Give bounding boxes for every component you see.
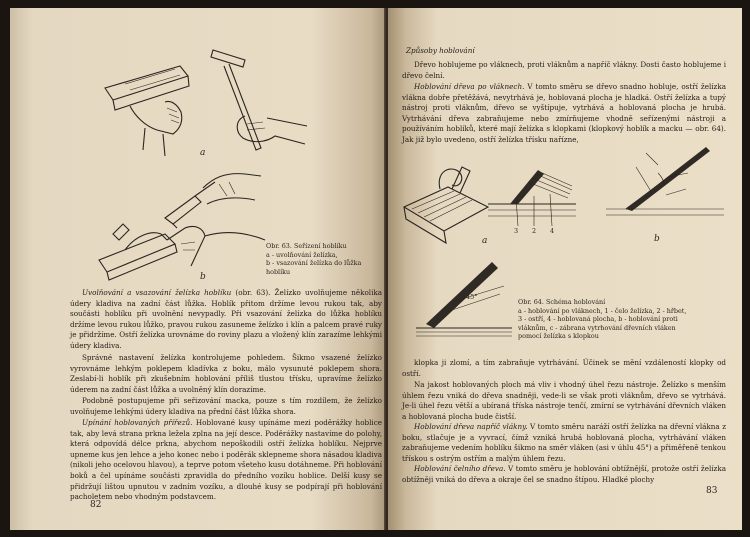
paragraph-heading: Upínání hoblovaných přířezů. <box>82 418 193 427</box>
paragraph-text: Podobně postupujeme při seřizování macka, pouze s tím rozdílem, že želízko uvolňujeme lehkými údery kladiva na přední část lůžka shora. <box>70 396 382 416</box>
caption-line-b: b - vsazování želízka do lůžka hoblíku <box>266 259 362 276</box>
fig64-num-3: 3 <box>514 227 519 235</box>
page-number-left: 82 <box>90 500 102 510</box>
paragraph-text: V tomto směru naráží ostří želízka na dřevní vlákna z boku, stlačuje je a vyvrací, čímž vzniká hrubá hoblovaná plocha, vytrhávání vláken zabraňujeme vedením hoblíku šikmo na směr vláken (asi v úhlu 45°) a přiměřeně tenkou třískou s ostrým ostřím a malým úhlem řezu. <box>402 422 726 463</box>
paragraph-uhel-rezu <box>402 380 726 422</box>
paragraph-heading: Hoblování dřeva po vláknech. <box>414 82 525 91</box>
caption-line-b: 3 - ostří, 4 - hoblovaná plocha, b - hoblování proti <box>518 315 678 324</box>
figure-63-caption <box>266 242 386 276</box>
caption-title: Obr. 64. Schéma hoblování <box>518 298 606 306</box>
figure-64a-schematic <box>488 168 578 228</box>
paragraph-heading: Hoblování čelního dřeva. <box>414 464 506 473</box>
fig64-num-4: 4 <box>550 227 555 235</box>
fig64-num-2: 2 <box>532 227 537 235</box>
caption-title: Obr. 63. Seřízení hoblíku <box>266 242 347 250</box>
caption-line-a: a - hoblování po vláknech, 1 - čelo želízka, 2 - hřbet, <box>518 306 687 315</box>
figure-64b-label: b <box>654 234 660 244</box>
paragraph-text: klopka ji zlomí, a tím zabraňuje vytrhávání. Účinek se mění vzdáleností klopky od ostří. <box>402 358 726 378</box>
figure-63a-illustration <box>85 38 315 158</box>
paragraph-nastaveni <box>70 353 382 395</box>
figure-63b-illustration <box>95 170 295 280</box>
paragraph-text: Na jakost hoblovaných ploch má vliv i vhodný úhel řezu nástroje. Želízko s menším úhlem řezu vniká do dřeva snadněji, vede-li se však proti vláknům, dřevo se vytrhává. Je-li úhel řezu větší a ubíraná tříska nástroje tenčí, zmírní se vytrhávání dřevních vláken a hoblovaná plocha bude čistší. <box>402 380 726 421</box>
paragraph-naprics-vlakny <box>402 422 726 464</box>
paragraph-text: (obr. 63). Želízko uvolňujeme několika údery kladiva na zadní část lůžka. Hoblík přitom držíme levou rukou tak, aby součásti hoblíku při uvolnění nevypadly. Při vsazování želízka do lůžka hoblíku držíme levou rukou lůžko, pravou rukou zasuneme želízko i klín a palcem pravé ruky je přidržíme. Ostří želízka urovnáme do roviny plazu a vložený klín zarazíme lehkými údery kladiva. <box>70 288 383 350</box>
paragraph-zpusoby <box>402 60 726 81</box>
figure-64a-wood-illustration <box>400 163 490 243</box>
paragraph-heading: Uvolňování a vsazování želízka hoblíku <box>82 288 232 297</box>
right-page <box>388 8 742 530</box>
paragraph-celni-drevo <box>402 464 726 485</box>
fig64-angle-label: 45° <box>466 293 478 301</box>
figure-64b-illustration <box>606 143 726 233</box>
paragraph-text: Hoblované kusy upínáme mezi poděrážky hoblice tak, aby levá strana prkna ležela zplna na její desce. Poděrážky nastavíme do polohy, která odpovídá délce prkna, abychom nepoškodili ostří želízka hoblíku. Nejprve upneme kus jen lehce a jeho konec nebo i poděrák sklepneme shora násadou kladiva (nikoli jeho ocelovou hlavou), a teprve potom všeteho kusu dotáhneme. Při hoblování boků a čel upínáme součásti zpravidla do předního vozíku hoblice. Delší kusy se přidržují lištou upnutou v zadním vozíku, a dlouhé kusy se podpírají při hoblování pacholetem nebo vhodným podstavcem. <box>70 418 382 502</box>
paragraph-po-vlaknech <box>402 82 726 146</box>
paragraph-macek <box>70 396 382 417</box>
figure-64a-label: a <box>482 236 488 246</box>
figure-63a-label: a <box>200 148 206 158</box>
paragraph-text: V tomto směru se dřevo snadno hobluje, ostří želízka vlákna dobře přetěžává, nevytrhává je, hoblovaná plocha je hladká. Ostří želízka a tupý nástroj proti vláknům, dřevo se vyštípuje, vytrhává a hoblovaná plocha je hrubá. Vytrhávání dřeva zabraňujeme nebo zmírňujeme vhodně seřízenými nástroji a používáním hoblíků, které mají želízka s klopkami (klopkový hoblík a macku — obr. 64). Jak již bylo uvedeno, ostří želízka třísku nařízne, <box>402 82 726 144</box>
paragraph-klopka <box>402 358 726 379</box>
paragraph-text: V tomto směru je hoblování obtížnější, protože ostří želízka obtížněji vniká do dřeva a okraje čel se snadno štípou. Hladké plochy <box>402 464 726 484</box>
paragraph-uvolnovani <box>70 288 382 352</box>
caption-line-c: vláknům, c - zábrana vytrhování dřevních vláken <box>518 323 676 332</box>
paragraph-text: Správné nastavení želízka kontrolujeme pohledem. Šikmo vsazené želízko vyrovnáme lehkým poklepem kladívka z boku, málo vysunuté poklepem shora. Zeslabí-li hoblík při zkušebním hoblování příliš tlustou třísku, upravíme želízko úderem na zadní část lůžka a uvolněný klín dorazíme. <box>70 353 382 394</box>
paragraph-heading: Hoblování dřeva napříč vlákny. <box>414 422 528 431</box>
caption-line-a: a - uvolňování želízka, <box>266 250 338 259</box>
page-number-right: 83 <box>706 486 718 496</box>
section-heading <box>406 46 726 57</box>
caption-line-d: pomocí želízka s klopkou <box>518 332 599 341</box>
figure-64-caption <box>518 298 728 341</box>
paragraph-text: Dřevo hoblujeme po vláknech, proti vláknům a napříč vlákny. Dosti často hoblujeme i dřevo čelní. <box>402 60 726 80</box>
paragraph-upinani <box>70 418 382 503</box>
left-page <box>10 8 386 530</box>
figure-63b-label: b <box>200 272 206 282</box>
section-heading-text: Způsoby hoblování <box>406 46 475 55</box>
